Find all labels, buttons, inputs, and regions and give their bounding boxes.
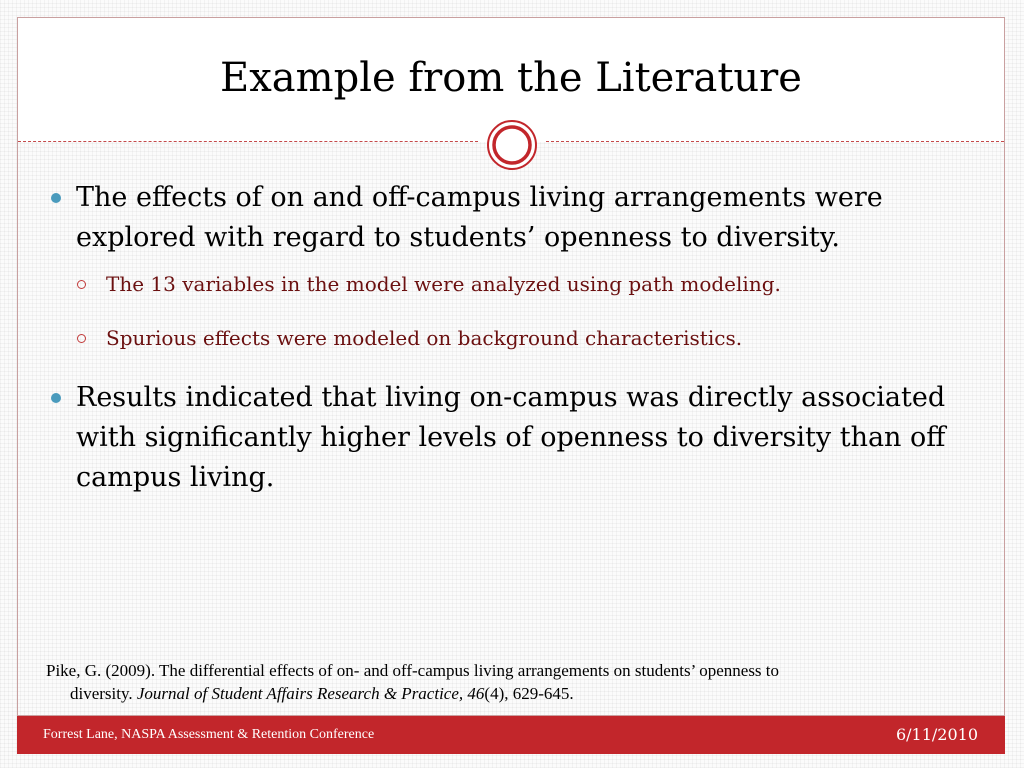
citation-details: (4), 629-645. (484, 684, 574, 703)
bullet-item (46, 378, 976, 498)
title-divider-right (546, 141, 1004, 142)
filled-dot-bullet-icon (51, 193, 61, 203)
citation-prefix: diversity. (70, 684, 137, 703)
sub-bullet-text: The 13 variables in the model were analyzed using path modeling. (106, 272, 781, 296)
sub-bullet-text: Spurious effects were modeled on background characteristics. (106, 326, 743, 350)
footer-date: 6/11/2010 (895, 725, 978, 744)
citation-journal: Journal of Student Affairs Research & Practice, 46 (136, 684, 485, 703)
title-divider-left (18, 141, 478, 142)
citation (46, 659, 986, 705)
sub-bullet-item (46, 324, 976, 352)
footer-presenter: Forrest Lane, NASPA Assessment & Retention Conference (43, 727, 375, 742)
double-ring-ornament-icon (485, 118, 539, 172)
citation-line-2 (46, 682, 986, 705)
slide-content (46, 178, 976, 510)
bullet-text: Results indicated that living on-campus was directly associated with significantly higher levels of openness to diversity than off campus living. (76, 382, 946, 493)
bullet-item (46, 178, 976, 258)
hollow-ring-bullet-icon (77, 334, 86, 343)
sub-bullet-item (46, 270, 976, 298)
citation-line-1: Pike, G. (2009). The differential effects of on- and off-campus living arrangements on students’ openness to (46, 661, 780, 680)
hollow-ring-bullet-icon (77, 280, 86, 289)
slide-title: Example from the Literature (220, 55, 802, 101)
bullet-text: The effects of on and off-campus living arrangements were explored with regard to students’ openness to diversity. (76, 182, 883, 253)
filled-dot-bullet-icon (51, 393, 61, 403)
